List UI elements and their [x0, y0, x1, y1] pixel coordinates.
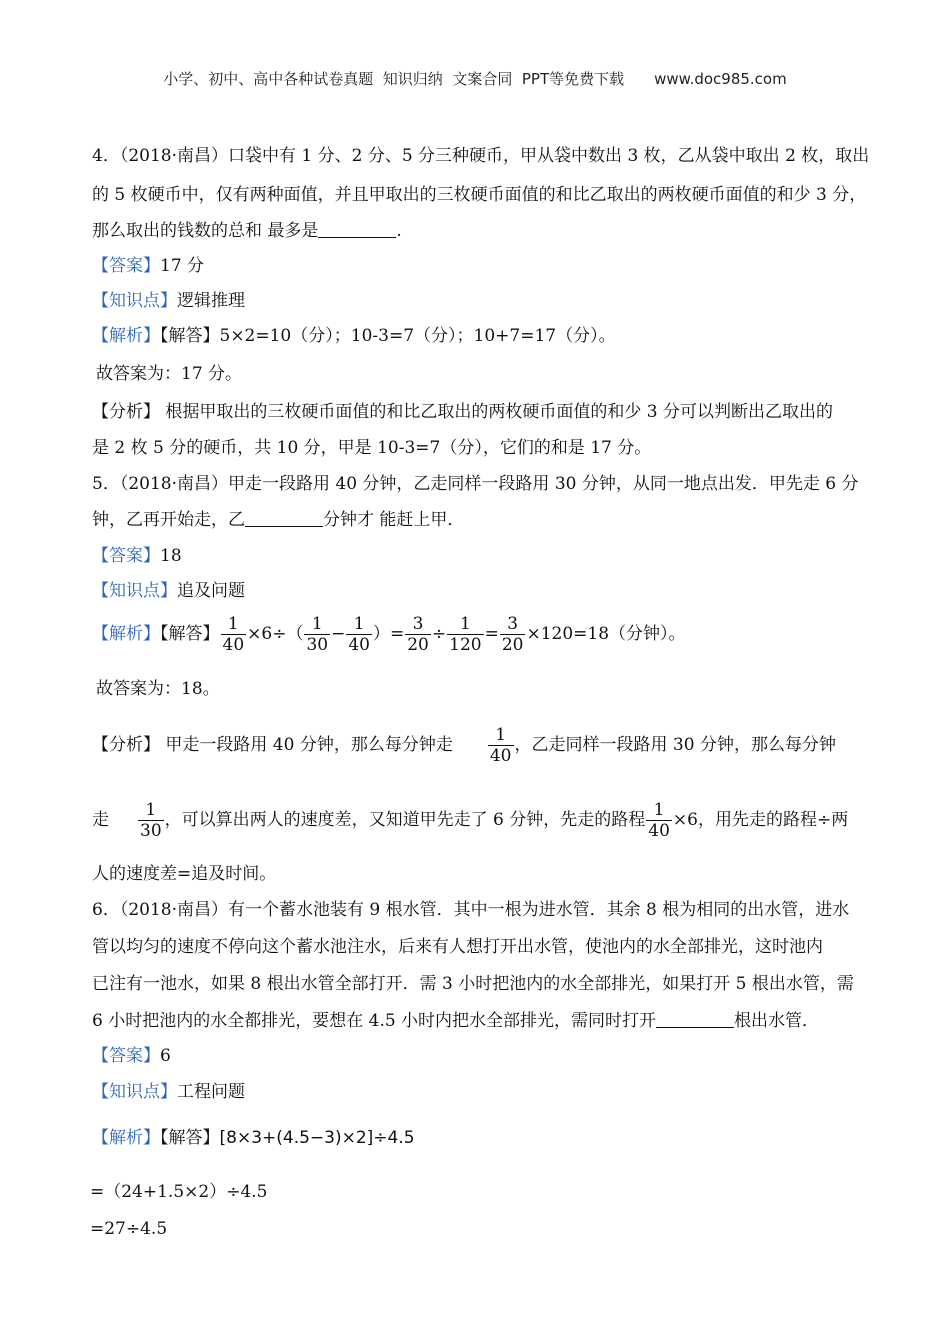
reasoning-tag: 【分析】 [92, 402, 160, 422]
answer-tag: 【答案】 [92, 1046, 160, 1066]
q4-solution [92, 324, 616, 348]
q4-analysis-2: 是 2 枚 5 分的硬币，共 10 分，甲是 10-3=7（分），它们的和是 17 分。 [92, 438, 652, 458]
analysis-tag: 【解析】 [92, 1128, 160, 1148]
header-site: www.doc985.com [654, 70, 787, 88]
answer-blank [656, 1009, 734, 1028]
q4-answer-value: 17 分 [160, 256, 205, 276]
fraction: $\frac{1}{40}$ [348, 614, 370, 655]
fraction: $\frac{1}{40}$ [222, 614, 245, 655]
q5-analysis-2: 走 $\frac{1}{30}$ ，可以算出两人的速度差，又知道甲先走了 6 分钟，先走的路程 $\frac{1}{40}$ ×6，用先走的路程÷两 [92, 800, 849, 841]
q5-analysis-3: 人的速度差=追及时间。 [92, 864, 277, 884]
q5-knowledge [92, 579, 245, 603]
q4-line-1: 4．（2018·南昌）口袋中有 1 分、2 分、5 分三种硬币，甲从袋中数出 3 枚，乙从袋中取出 2 枚，取出 [92, 146, 870, 166]
knowledge-tag: 【知识点】 [92, 1082, 177, 1102]
q6-line-4: 6 小时把池内的水全都排光，要想在 4.5 小时内把水全部排光，需同时打开 根出水管． [92, 1011, 820, 1031]
q5-line-2: 钟，乙再开始走，乙 分钟才 能赶上甲． [92, 510, 465, 530]
q6-knowledge-value: 工程问题 [177, 1082, 245, 1102]
q6-step-1: =（24+1.5×2）÷4.5 [90, 1182, 268, 1202]
q5-analysis-1: 【分析】 甲走一段路用 40 分钟，那么每分钟走 $\frac{1}{40}$ ，乙走同样一段路用 30 分钟，那么每分钟 [92, 725, 836, 766]
q4-knowledge [92, 289, 245, 313]
solution-tag: 【解答】 [160, 624, 220, 644]
q4-answer [92, 254, 204, 278]
analysis-tag: 【解析】 [92, 624, 160, 644]
q4-solution-text: 5×2=10（分）；10-3=7（分）；10+7=17（分）。 [219, 326, 616, 346]
q4-line-2: 的 5 枚硬币中，仅有两种面值，并且甲取出的三枚硬币面值的和比乙取出的两枚硬币面值的和少 3 分， [92, 185, 867, 205]
fraction: $\frac{3}{20}$ [501, 614, 524, 655]
page-header [0, 68, 950, 89]
q6-answer [92, 1044, 171, 1068]
q5-line-1: 5．（2018·南昌）甲走一段路用 40 分钟，乙走同样一段路用 30 分钟，从同一地点出发．甲先走 6 分 [92, 474, 859, 494]
q5-answer [92, 544, 182, 568]
q6-line-1: 6．（2018·南昌）有一个蓄水池装有 9 根水管．其中一根为进水管．其余 8 根为相同的出水管，进水 [92, 900, 850, 920]
q6-solution [92, 1126, 415, 1150]
fraction: $\frac{1}{30}$ [140, 800, 162, 841]
q6-answer-value: 6 [160, 1046, 171, 1066]
knowledge-tag: 【知识点】 [92, 291, 177, 311]
answer-blank [245, 508, 323, 527]
q4-knowledge-value: 逻辑推理 [177, 291, 245, 311]
q6-solution-expr: [8×3+(4.5−3)×2]÷4.5 [219, 1128, 415, 1148]
q4-analysis-1: 【分析】 根据甲取出的三枚硬币面值的和比乙取出的两枚硬币面值的和少 3 分可以判断出乙取出的 [92, 402, 834, 422]
fraction: $\frac{1}{30}$ [306, 614, 329, 655]
answer-tag: 【答案】 [92, 256, 160, 276]
analysis-tag: 【解析】 [92, 326, 160, 346]
solution-tag: 【解答】 [160, 326, 220, 346]
answer-blank [318, 219, 396, 238]
q6-step-2: =27÷4.5 [90, 1219, 168, 1239]
solution-tag: 【解答】 [160, 1128, 220, 1148]
q4-conclusion: 故答案为：17 分。 [96, 364, 243, 384]
fraction: $\frac{1}{40}$ [489, 725, 512, 766]
q6-knowledge [92, 1080, 245, 1104]
header-text: 小学、初中、高中各种试卷真题 知识归纳 文案合同 PPT等免费下载 [163, 70, 625, 88]
knowledge-tag: 【知识点】 [92, 581, 177, 601]
q6-line-2: 管以均匀的速度不停向这个蓄水池注水，后来有人想打开出水管，使池内的水全部排光，这时池内 [92, 937, 823, 957]
q5-answer-value: 18 [160, 546, 182, 566]
fraction: $\frac{3}{20}$ [407, 614, 429, 655]
q6-line-3: 已注有一池水，如果 8 根出水管全部打开．需 3 小时把池内的水全部排光，如果打开 5 根出水管，需 [92, 974, 854, 994]
fraction: $\frac{1}{120}$ [449, 614, 482, 655]
q5-conclusion: 故答案为：18。 [96, 679, 220, 699]
q4-line-3: 那么取出的钱数的总和 最多是 . [92, 221, 402, 241]
reasoning-tag: 【分析】 [92, 735, 160, 755]
answer-tag: 【答案】 [92, 546, 160, 566]
q5-knowledge-value: 追及问题 [177, 581, 245, 601]
fraction: $\frac{1}{40}$ [648, 800, 670, 841]
q5-solution: 【解析】【解答】 $\frac{1}{40}$ ×6÷（ $\frac{1}{30}$ − $\frac{1}{40}$ ）= $\frac{3}{20}$ ÷ $\frac{1}{120}$ = $\frac{3}{20}$ ×120=18（分钟）。 [92, 614, 686, 655]
